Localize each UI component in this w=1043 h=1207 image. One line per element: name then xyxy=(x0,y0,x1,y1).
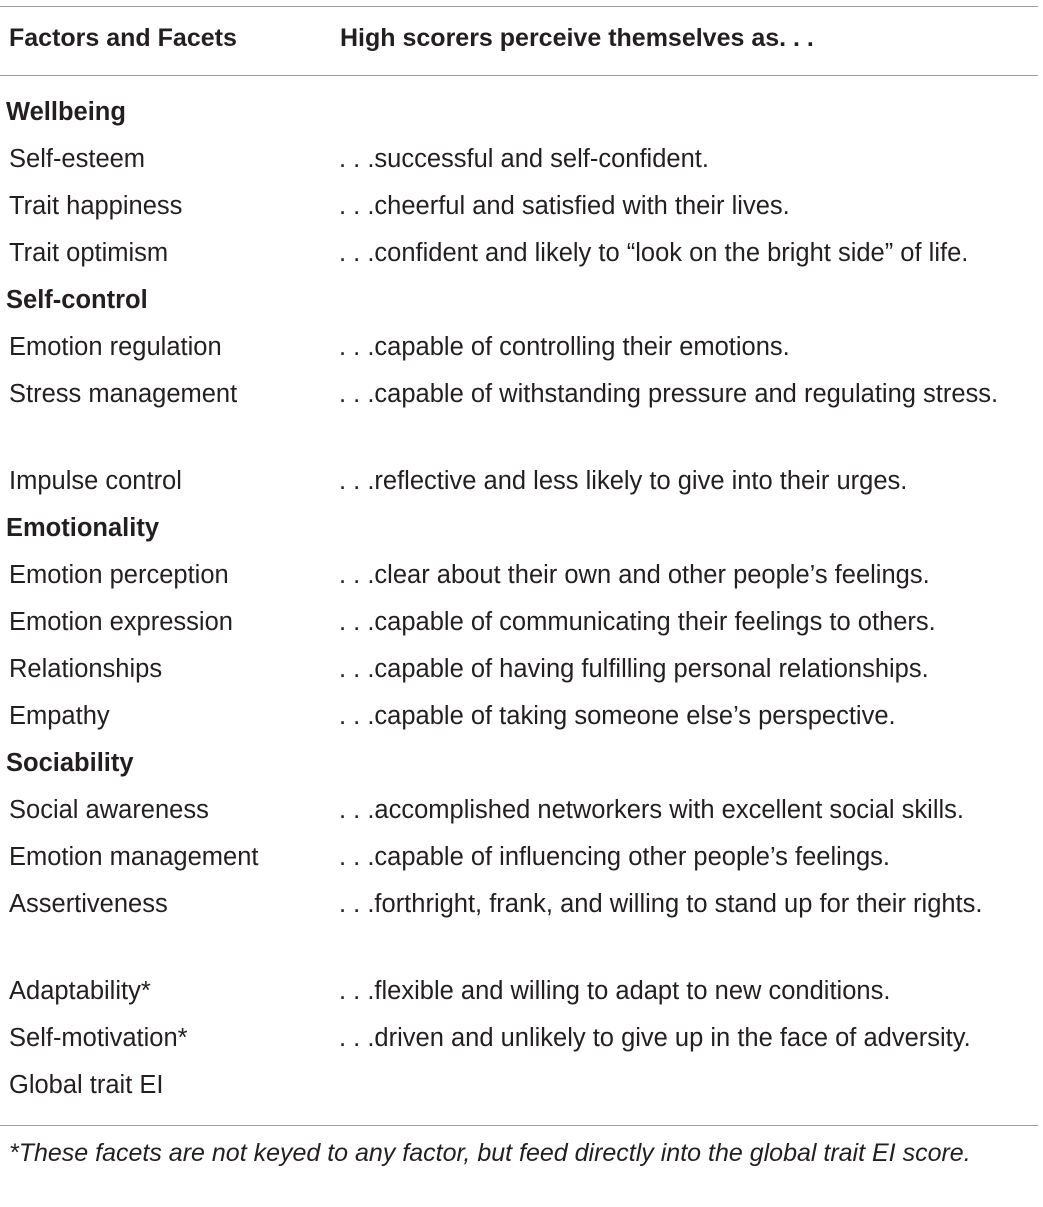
facet-name: Trait optimism xyxy=(9,239,169,267)
facet-description: . . .capable of taking someone else’s perspective. xyxy=(339,702,896,730)
facet-name: Emotion perception xyxy=(9,561,229,589)
table-header xyxy=(0,24,1040,64)
facet-row xyxy=(0,693,1040,740)
header-high-scorers: High scorers perceive themselves as. . . xyxy=(340,24,814,52)
facet-description: . . .cheerful and satisfied with their lives. xyxy=(339,192,790,220)
facet-description: . . .capable of influencing other people’s feelings. xyxy=(339,843,890,871)
facet-row xyxy=(0,599,1040,646)
facet-description xyxy=(339,505,1039,509)
facet-description: . . .reflective and less likely to give into their urges. xyxy=(339,467,908,495)
facet-description: . . .driven and unlikely to give up in the face of adversity. xyxy=(339,1024,971,1052)
facet-description: . . .capable of communicating their feelings to others. xyxy=(339,608,936,636)
factor-row xyxy=(0,740,1040,787)
facet-description: . . .accomplished networkers with excellent social skills. xyxy=(339,796,964,824)
facet-description xyxy=(339,277,1039,281)
facet-description: . . .confident and likely to “look on the bright side” of life. xyxy=(339,239,969,267)
factor-name: Self-control xyxy=(6,286,148,314)
facet-description: . . .flexible and willing to adapt to new conditions. xyxy=(339,977,891,1005)
facet-name: Emotion expression xyxy=(9,608,233,636)
facet-name: Emotion management xyxy=(9,843,259,871)
facet-name: Social awareness xyxy=(9,796,209,824)
table-top-rule xyxy=(0,6,1038,7)
facet-name: Empathy xyxy=(9,702,110,730)
factor-row xyxy=(0,277,1040,324)
table-body xyxy=(0,89,1040,1109)
table-bottom-rule xyxy=(0,1125,1038,1126)
facet-name: Self-esteem xyxy=(9,145,146,173)
facet-row xyxy=(0,1062,1040,1109)
facet-description: . . .forthright, frank, and willing to stand up for their rights. xyxy=(339,890,983,918)
facet-description: . . .capable of having fulfilling personal relationships. xyxy=(339,655,929,683)
facet-row xyxy=(0,552,1040,599)
facet-name: Impulse control xyxy=(9,467,182,495)
facet-name: Emotion regulation xyxy=(9,333,222,361)
facet-row xyxy=(0,646,1040,693)
facet-row xyxy=(0,136,1040,183)
facet-description: . . .successful and self-confident. xyxy=(339,145,709,173)
facet-row xyxy=(0,881,1040,968)
factor-name: Wellbeing xyxy=(6,98,126,126)
facet-name: Adaptability* xyxy=(9,977,151,1005)
facet-row xyxy=(0,834,1040,881)
facet-name: Relationships xyxy=(9,655,163,683)
facet-name: Trait happiness xyxy=(9,192,183,220)
facet-row xyxy=(0,371,1040,458)
facet-description xyxy=(339,89,1039,93)
facet-name: Assertiveness xyxy=(9,890,168,918)
facet-name: Global trait EI xyxy=(9,1071,164,1099)
table-footnote: *These facets are not keyed to any factor, but feed directly into the global trait EI score. xyxy=(9,1139,971,1167)
facet-description: . . .capable of controlling their emotions. xyxy=(339,333,790,361)
facet-description: . . .clear about their own and other people’s feelings. xyxy=(339,561,930,589)
header-factors-facets: Factors and Facets xyxy=(9,24,237,52)
factor-name: Emotionality xyxy=(6,514,160,542)
facet-row xyxy=(0,968,1040,1015)
facet-row xyxy=(0,1015,1040,1062)
facet-row xyxy=(0,787,1040,834)
facet-row xyxy=(0,183,1040,230)
factor-row xyxy=(0,89,1040,136)
facet-row xyxy=(0,458,1040,505)
factor-name: Sociability xyxy=(6,749,134,777)
header-rule xyxy=(0,75,1038,76)
facet-description xyxy=(339,1062,1039,1066)
facet-name: Stress management xyxy=(9,380,238,408)
facet-description xyxy=(339,740,1039,744)
facet-row xyxy=(0,230,1040,277)
factor-row xyxy=(0,505,1040,552)
facet-row xyxy=(0,324,1040,371)
facet-description: . . .capable of withstanding pressure and regulating stress. xyxy=(339,380,999,408)
facet-name: Self-motivation* xyxy=(9,1024,188,1052)
